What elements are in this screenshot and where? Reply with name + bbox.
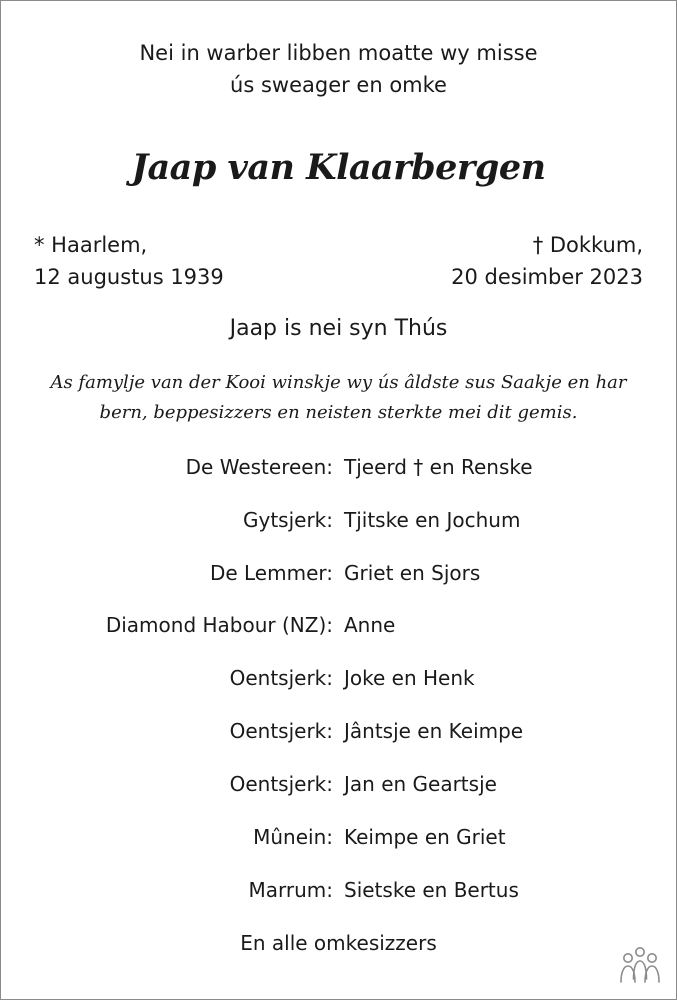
- family-message-line-1: As famylje van der Kooi winskje wy ús âldste sus Saakje en har: [50, 372, 627, 393]
- family-row: [0, 504, 677, 536]
- family-place: Gytsjerk:: [243, 508, 333, 532]
- family-message: [0, 368, 677, 428]
- family-place: Marrum:: [248, 878, 333, 902]
- family-names: Jan en Geartsje: [344, 772, 497, 796]
- intro-line-2: ús sweager en omke: [230, 73, 447, 97]
- intro-line-1: Nei in warber libben moatte wy misse: [139, 41, 538, 65]
- closing-line: [0, 927, 677, 959]
- family-place: Diamond Habour (NZ):: [105, 613, 333, 637]
- death-place: † Dokkum,: [532, 233, 643, 257]
- family-place: De Westereen:: [185, 455, 333, 479]
- family-row: [0, 451, 677, 483]
- family-names: Sietske en Bertus: [344, 878, 519, 902]
- family-place: Mûnein:: [253, 825, 333, 849]
- family-place: Oentsjerk:: [229, 719, 333, 743]
- family-names: Tjeerd † en Renske: [344, 455, 533, 479]
- death-date: 20 desimber 2023: [451, 265, 643, 289]
- family-place: Oentsjerk:: [229, 666, 333, 690]
- tagline: Jaap is nei syn Thús: [229, 316, 448, 341]
- family-row: [0, 768, 677, 800]
- closing-text: En alle omkesizzers: [240, 931, 437, 955]
- family-message-line-2: bern, beppesizzers en neisten sterkte mei dit gemis.: [99, 402, 578, 423]
- family-row: [0, 609, 677, 641]
- people-group-icon: [617, 945, 663, 985]
- family-place: De Lemmer:: [209, 561, 333, 585]
- family-names: Tjitske en Jochum: [344, 508, 521, 532]
- family-row: [0, 557, 677, 589]
- family-row: [0, 874, 677, 906]
- family-row: [0, 715, 677, 747]
- death-info: [451, 229, 643, 293]
- deceased-name: Jaap van Klaarbergen: [131, 147, 546, 188]
- family-names: Griet en Sjors: [344, 561, 481, 585]
- family-names: Jântsje en Keimpe: [344, 719, 524, 743]
- family-place: Oentsjerk:: [229, 772, 333, 796]
- family-row: [0, 662, 677, 694]
- family-names: Anne: [344, 613, 396, 637]
- family-names: Keimpe en Griet: [344, 825, 506, 849]
- family-names: Joke en Henk: [344, 666, 475, 690]
- birth-place: * Haarlem,: [34, 233, 148, 257]
- birth-date: 12 augustus 1939: [34, 265, 224, 289]
- birth-info: [34, 229, 224, 293]
- family-row: [0, 821, 677, 853]
